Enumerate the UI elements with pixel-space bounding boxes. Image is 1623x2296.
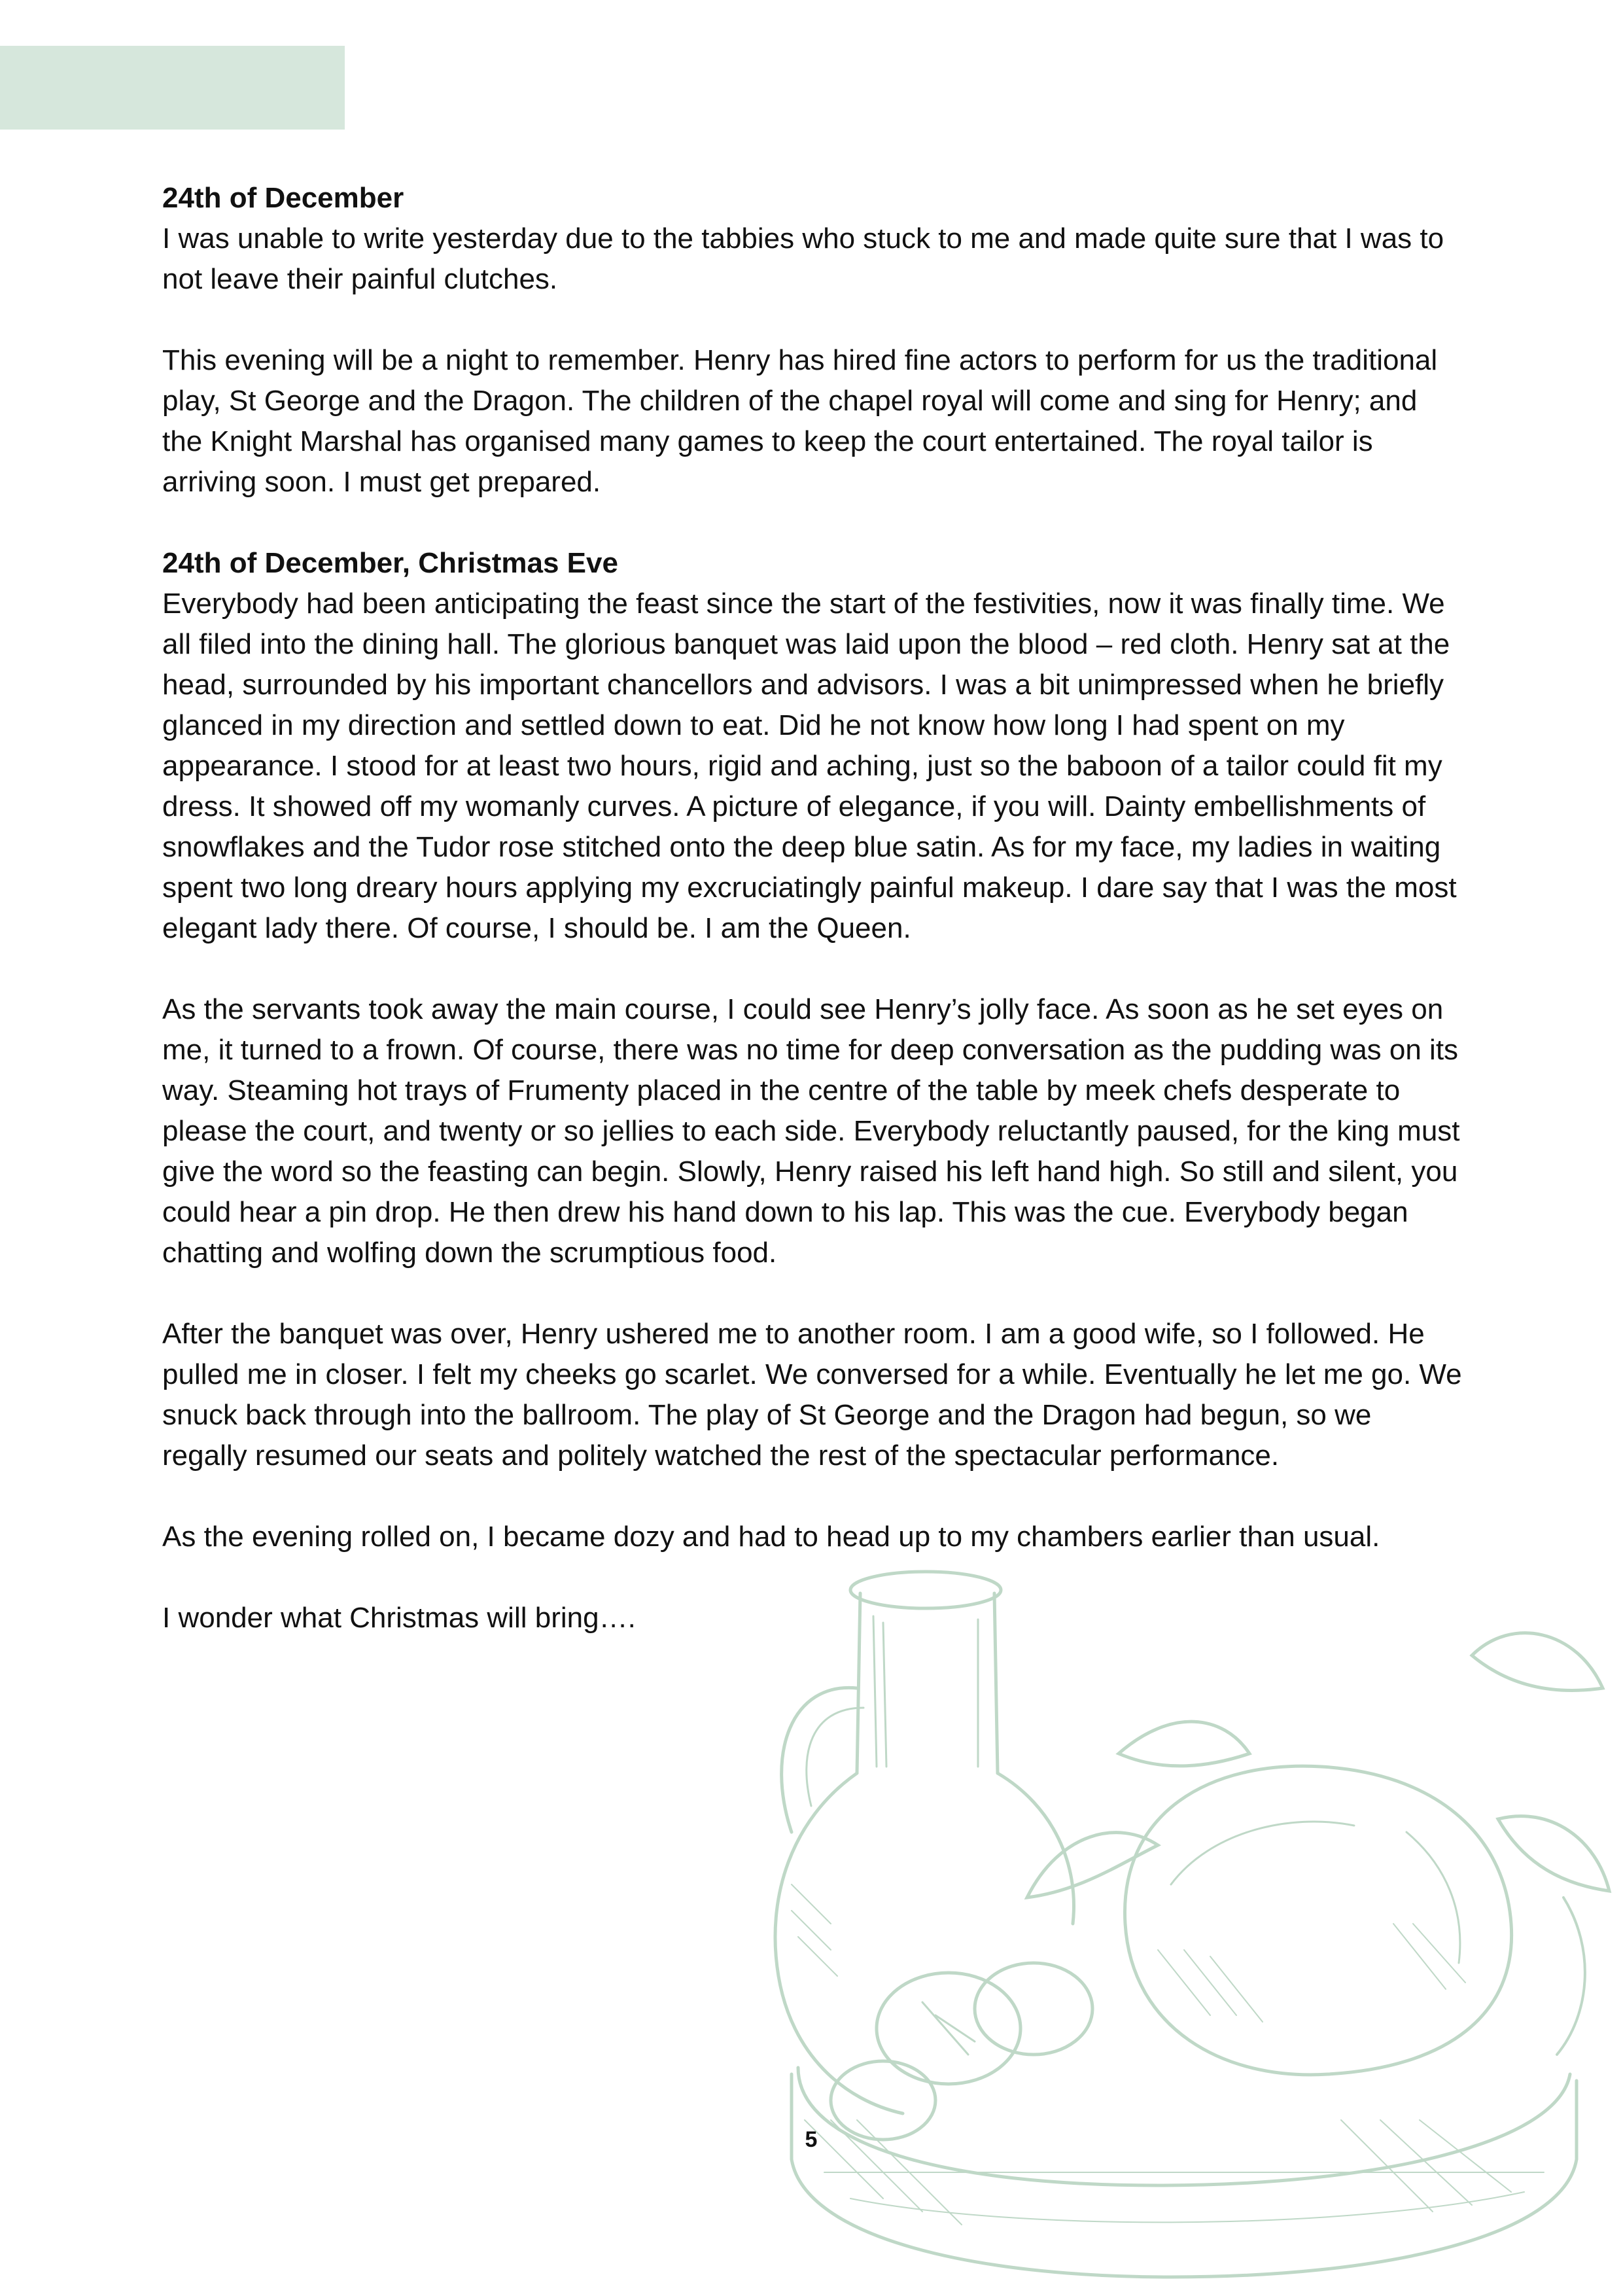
entry-2-paragraph-1: Everybody had been anticipating the feast since the start of the festivities, now it was finally time. We all filed into the dining hall. The glorious banquet was laid upon the blood – red cloth. Henry sat at the head, surrounded by his important chancellors and advisors. I was a bit unimpressed when he briefly glanced in my direction and settled down to eat. Did he not know how long I had spent on my appearance. I stood for at least two hours, rigid and aching, just so the baboon of a tailor could fit my dress. It showed off my womanly curves. A picture of elegance, if you will. Dainty embellishments of snowflakes and the Tudor rose stitched onto the deep blue satin. As for my face, my ladies in waiting spent two long dreary hours applying my excruciatingly painful makeup. I dare say that I was the most elegant lady there. Of course, I should be. I am the Queen.	[162, 588, 1457, 944]
entry-1-paragraph-1: I was unable to write yesterday due to the tabbies who stuck to me and made quite sure that I was to not leave their painful clutches.	[162, 222, 1444, 295]
entry-2-paragraph-5: I wonder what Christmas will bring….	[162, 1602, 636, 1634]
entry-1-paragraph-2: This evening will be a night to remember. Henry has hired fine actors to perform for us the traditional play, St George and the Dragon. The children of the chapel royal will come and sing for Henry; and the Knight Marshal has organised many games to keep the court entertained. The royal tailor is arriving soon. I must get prepared.	[162, 344, 1438, 498]
page-number: 5	[805, 2127, 818, 2152]
entry-2-paragraph-2: As the servants took away the main course, I could see Henry’s jolly face. As soon as he set eyes on me, it turned to a frown. Of course, there was no time for deep conversation as the pudding was on its way. Steaming hot trays of Frumenty placed in the centre of the table by meek chefs desperate to please the court, and twenty or so jellies to each side. Everybody reluctantly paused, for the king must give the word so the feasting can begin. Slowly, Henry raised his left hand high. So still and silent, you could hear a pin drop. He then drew his hand down to his lap. This was the cue. Everybody began chatting and wolfing down the scrumptious food.	[162, 993, 1460, 1269]
document-body	[162, 178, 1464, 1679]
entry-2-paragraph-4: As the evening rolled on, I became dozy and had to head up to my chambers earlier than usual.	[162, 1521, 1380, 1553]
entry-heading-1: 24th of December I was unable to write yesterday due to the tabbies who stuck to me and made quite sure that I was to not leave their painful clutches.	[162, 182, 1444, 295]
entry-2-paragraph-3: After the banquet was over, Henry ushered me to another room. I am a good wife, so I followed. He pulled me in closer. I felt my cheeks go scarlet. We conversed for a while. Eventually he let me go. We snuck back through into the ballroom. The play of St George and the Dragon had begun, so we regally resumed our seats and politely watched the rest of the spectacular performance.	[162, 1318, 1462, 1472]
header-accent-bar	[0, 46, 345, 130]
entry-heading-2: 24th of December, Christmas Eve Everybody had been anticipating the feast since the start of the festivities, now it was finally time. We all filed into the dining hall. The glorious banquet was laid upon the blood – red cloth. Henry sat at the head, surrounded by his important chancellors and advisors. I was a bit unimpressed when he briefly glanced in my direction and settled down to eat. Did he not know how long I had spent on my appearance. I stood for at least two hours, rigid and aching, just so the baboon of a tailor could fit my dress. It showed off my womanly curves. A picture of elegance, if you will. Dainty embellishments of snowflakes and the Tudor rose stitched onto the deep blue satin. As for my face, my ladies in waiting spent two long dreary hours applying my excruciatingly painful makeup. I dare say that I was the most elegant lady there. Of course, I should be. I am the Queen.	[162, 547, 1457, 944]
